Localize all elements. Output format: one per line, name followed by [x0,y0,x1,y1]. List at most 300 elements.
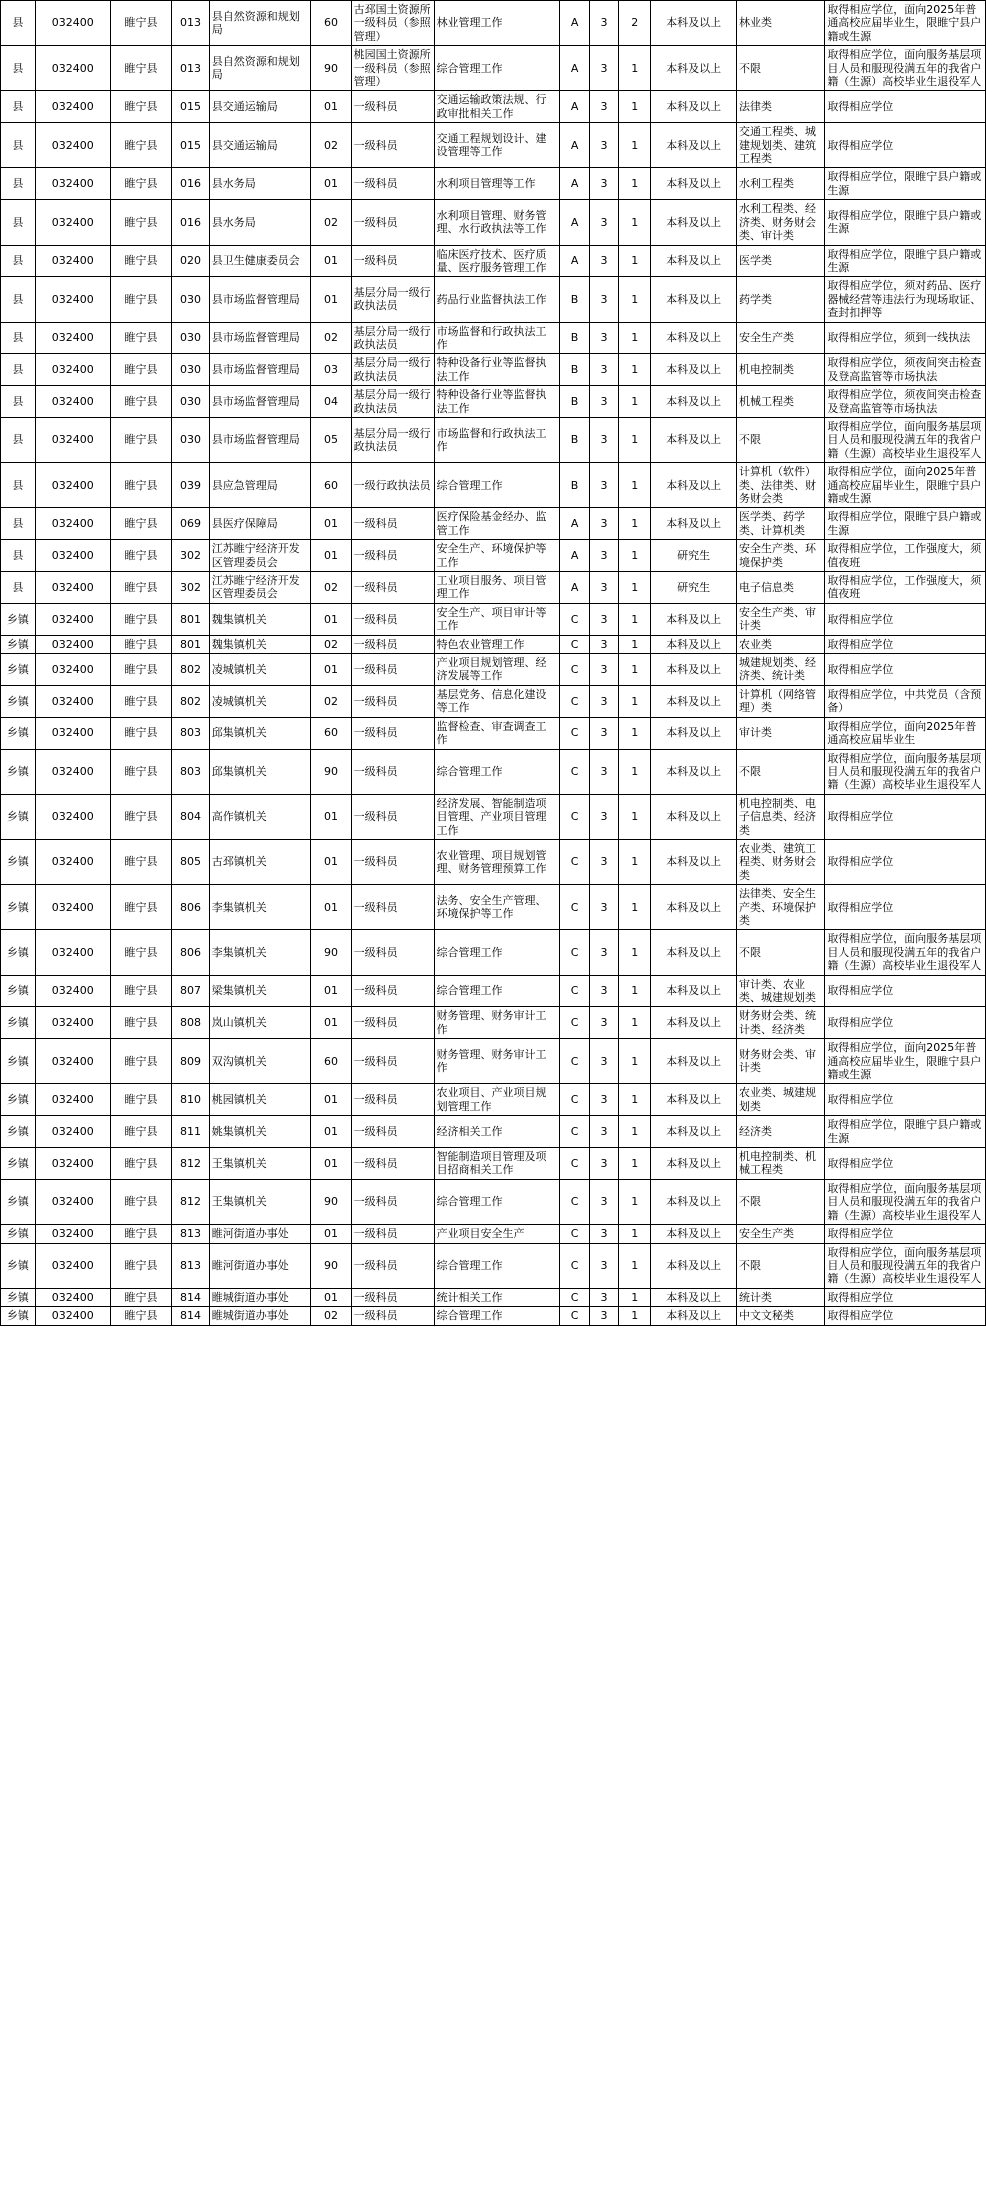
table-row [1,1225,986,1243]
table-cell: 县 [1,572,36,604]
table-cell: 县交通运输局 [209,91,311,123]
table-cell: 069 [172,508,209,540]
table-cell: 02 [311,200,351,245]
table-cell: 804 [172,794,209,839]
table-cell: 邱集镇机关 [209,749,311,794]
table-cell: 取得相应学位，须夜间突击检查及登高监管等市场执法 [825,386,986,418]
table-cell: 县自然资源和规划局 [209,1,311,46]
table-cell: 803 [172,749,209,794]
table-cell: 032400 [35,794,110,839]
table-cell: 032400 [35,1288,110,1306]
table-cell: 财务财会类、审计类 [736,1039,824,1084]
table-cell: 研究生 [651,572,737,604]
table-cell: 3 [589,354,618,386]
table-cell: 032400 [35,1116,110,1148]
table-cell: 1 [619,603,651,635]
table-cell: 一级科员 [351,168,434,200]
table-cell: 803 [172,717,209,749]
table-cell: 3 [589,603,618,635]
table-cell: 乡镇 [1,603,36,635]
table-cell: 1 [619,1225,651,1243]
table-cell: 02 [311,322,351,354]
table-cell: 032400 [35,685,110,717]
table-cell: 睢宁县 [110,1116,172,1148]
table-cell: 04 [311,386,351,418]
table-cell: 睢宁县 [110,1,172,46]
table-cell: 取得相应学位 [825,975,986,1007]
table-cell: 1 [619,1007,651,1039]
table-cell: C [560,1007,589,1039]
table-cell: 01 [311,245,351,277]
table-cell: A [560,572,589,604]
table-cell: 1 [619,717,651,749]
table-cell: 县卫生健康委员会 [209,245,311,277]
table-cell: 县市场监督管理局 [209,277,311,322]
table-cell: 016 [172,168,209,200]
table-cell: 02 [311,685,351,717]
table-cell: 取得相应学位 [825,839,986,884]
table-cell: 姚集镇机关 [209,1116,311,1148]
table-cell: 安全生产类 [736,1225,824,1243]
table-cell: 01 [311,975,351,1007]
table-cell: 睢宁县 [110,975,172,1007]
table-cell: A [560,168,589,200]
table-cell: 综合管理工作 [434,749,560,794]
table-cell: 取得相应学位 [825,603,986,635]
table-cell: 1 [619,1288,651,1306]
table-cell: 双沟镇机关 [209,1039,311,1084]
table-cell: 1 [619,635,651,653]
table-cell: 林业类 [736,1,824,46]
table-cell: 032400 [35,123,110,168]
table-cell: 睢宁县 [110,603,172,635]
table-row [1,1243,986,1288]
table-cell: 取得相应学位 [825,1225,986,1243]
table-cell: 一级科员 [351,245,434,277]
table-cell: 取得相应学位 [825,635,986,653]
table-cell: 取得相应学位，面向服务基层项目人员和服现役满五年的我省户籍（生源）高校毕业生退役军人 [825,46,986,91]
table-cell: 本科及以上 [651,1116,737,1148]
table-cell: 乡镇 [1,1039,36,1084]
table-cell: 乡镇 [1,1307,36,1325]
table-cell: 3 [589,168,618,200]
table-cell: 一级科员 [351,1148,434,1180]
table-cell: A [560,91,589,123]
table-cell: A [560,46,589,91]
table-cell: 睢宁县 [110,1243,172,1288]
table-cell: 综合管理工作 [434,975,560,1007]
table-cell: 睢宁县 [110,1179,172,1224]
table-cell: C [560,749,589,794]
table-row [1,685,986,717]
table-cell: 法律类 [736,91,824,123]
table-cell: 802 [172,685,209,717]
table-cell: C [560,635,589,653]
table-cell: 一级科员 [351,572,434,604]
table-cell: 法务、安全生产管理、环境保护等工作 [434,885,560,930]
table-cell: 3 [589,508,618,540]
table-cell: 1 [619,749,651,794]
table-cell: 本科及以上 [651,123,737,168]
table-cell: 1 [619,794,651,839]
table-cell: 睢宁县 [110,572,172,604]
table-cell: 一级科员 [351,200,434,245]
table-cell: 县自然资源和规划局 [209,46,311,91]
table-cell: 一级科员 [351,717,434,749]
table-cell: 乡镇 [1,1179,36,1224]
table-row [1,654,986,686]
table-cell: 039 [172,463,209,508]
table-cell: 本科及以上 [651,885,737,930]
table-cell: 安全生产、环境保护等工作 [434,540,560,572]
table-cell: 032400 [35,168,110,200]
table-row [1,123,986,168]
table-cell: 基层分局一级行政执法员 [351,354,434,386]
table-cell: 01 [311,839,351,884]
table-cell: 乡镇 [1,1148,36,1180]
table-cell: C [560,717,589,749]
table-cell: 水利项目管理、财务管理、水行政执法等工作 [434,200,560,245]
table-cell: 取得相应学位 [825,654,986,686]
table-cell: 县水务局 [209,200,311,245]
table-cell: 产业项目安全生产 [434,1225,560,1243]
table-cell: 一级科员 [351,1243,434,1288]
table-cell: 统计类 [736,1288,824,1306]
table-cell: 睢宁县 [110,685,172,717]
table-cell: 中文文秘类 [736,1307,824,1325]
table-cell: 取得相应学位 [825,885,986,930]
table-cell: 睢宁县 [110,168,172,200]
table-cell: 030 [172,386,209,418]
table-cell: 县水务局 [209,168,311,200]
table-cell: 城建规划类、经济类、统计类 [736,654,824,686]
table-cell: 805 [172,839,209,884]
table-row [1,354,986,386]
table-cell: A [560,123,589,168]
table-row [1,1039,986,1084]
table-cell: 1 [619,1148,651,1180]
table-cell: 县 [1,123,36,168]
table-cell: 032400 [35,635,110,653]
table-cell: 一级科员 [351,91,434,123]
table-cell: 1 [619,417,651,462]
table-cell: 凌城镇机关 [209,685,311,717]
table-cell: B [560,386,589,418]
table-cell: 邱集镇机关 [209,717,311,749]
table-body [1,1,986,1326]
table-cell: 综合管理工作 [434,1243,560,1288]
table-cell: 一级科员 [351,1307,434,1325]
table-cell: 030 [172,322,209,354]
table-cell: 财务财会类、统计类、经济类 [736,1007,824,1039]
table-cell: 取得相应学位，面向服务基层项目人员和服现役满五年的我省户籍（生源）高校毕业生退役军人 [825,1243,986,1288]
table-cell: 取得相应学位，面向服务基层项目人员和服现役满五年的我省户籍（生源）高校毕业生退役军人 [825,749,986,794]
table-cell: 一级行政执法员 [351,463,434,508]
table-cell: 3 [589,1148,618,1180]
table-cell: 县 [1,200,36,245]
table-row [1,322,986,354]
table-cell: 本科及以上 [651,1307,737,1325]
table-cell: 本科及以上 [651,1179,737,1224]
table-cell: 032400 [35,654,110,686]
table-cell: 一级科员 [351,1225,434,1243]
table-cell: 工业项目服务、项目管理工作 [434,572,560,604]
table-cell: 桃园镇机关 [209,1084,311,1116]
table-cell: 魏集镇机关 [209,603,311,635]
table-cell: 3 [589,1307,618,1325]
table-cell: 法律类、安全生产类、环境保护类 [736,885,824,930]
table-cell: 睢宁县 [110,749,172,794]
table-cell: 古邳国土资源所一级科员（参照管理） [351,1,434,46]
table-cell: 取得相应学位，限睢宁县户籍或生源 [825,508,986,540]
table-cell: 806 [172,930,209,975]
table-cell: 02 [311,572,351,604]
table-cell: 医学类、药学类、计算机类 [736,508,824,540]
table-row [1,794,986,839]
table-cell: 农业类、建筑工程类、财务财会类 [736,839,824,884]
table-cell: 3 [589,885,618,930]
table-cell: 取得相应学位 [825,1084,986,1116]
table-cell: 县 [1,386,36,418]
table-cell: 不限 [736,1179,824,1224]
table-cell: 审计类 [736,717,824,749]
table-cell: 县市场监督管理局 [209,417,311,462]
table-cell: 乡镇 [1,717,36,749]
table-cell: B [560,463,589,508]
table-cell: 一级科员 [351,1288,434,1306]
table-cell: 本科及以上 [651,654,737,686]
table-cell: 3 [589,1039,618,1084]
table-cell: C [560,603,589,635]
table-cell: 魏集镇机关 [209,635,311,653]
table-cell: 睢宁县 [110,463,172,508]
table-cell: 取得相应学位，面向服务基层项目人员和服现役满五年的我省户籍（生源）高校毕业生退役军人 [825,417,986,462]
table-cell: 01 [311,1148,351,1180]
table-cell: 01 [311,1225,351,1243]
table-cell: 机电控制类、机械工程类 [736,1148,824,1180]
table-cell: 取得相应学位 [825,91,986,123]
table-cell: 3 [589,975,618,1007]
table-cell: 睢宁县 [110,123,172,168]
table-cell: 审计类、农业类、城建规划类 [736,975,824,1007]
table-cell: 本科及以上 [651,975,737,1007]
table-cell: 财务管理、财务审计工作 [434,1007,560,1039]
table-cell: 3 [589,572,618,604]
table-cell: 睢宁县 [110,1084,172,1116]
table-cell: 取得相应学位，须夜间突击检查及登高监管等市场执法 [825,354,986,386]
table-cell: 本科及以上 [651,603,737,635]
table-cell: 本科及以上 [651,245,737,277]
table-row [1,930,986,975]
table-cell: 县应急管理局 [209,463,311,508]
table-cell: 032400 [35,1084,110,1116]
table-cell: 3 [589,717,618,749]
table-cell: 3 [589,1288,618,1306]
table-cell: 睢宁县 [110,322,172,354]
table-row [1,603,986,635]
table-cell: 806 [172,885,209,930]
table-cell: 县 [1,277,36,322]
table-cell: 本科及以上 [651,200,737,245]
table-cell: 814 [172,1307,209,1325]
table-row [1,463,986,508]
table-cell: 032400 [35,975,110,1007]
table-cell: 1 [619,322,651,354]
table-cell: 032400 [35,46,110,91]
table-cell: 1 [619,572,651,604]
table-row [1,46,986,91]
table-cell: 一级科员 [351,123,434,168]
table-cell: 032400 [35,354,110,386]
table-cell: 本科及以上 [651,839,737,884]
table-cell: 02 [311,635,351,653]
table-cell: A [560,245,589,277]
table-cell: 1 [619,200,651,245]
table-cell: 睢宁县 [110,717,172,749]
table-cell: 取得相应学位，面向2025年普通高校应届毕业生，限睢宁县户籍或生源 [825,463,986,508]
table-cell: 3 [589,1225,618,1243]
table-cell: C [560,654,589,686]
table-cell: 032400 [35,930,110,975]
table-cell: 取得相应学位，中共党员（含预备） [825,685,986,717]
table-row [1,168,986,200]
table-cell: 05 [311,417,351,462]
table-cell: 1 [619,277,651,322]
table-cell: 综合管理工作 [434,930,560,975]
table-cell: 药学类 [736,277,824,322]
table-cell: 取得相应学位 [825,794,986,839]
table-cell: 睢宁县 [110,1307,172,1325]
table-cell: 县 [1,463,36,508]
table-cell: B [560,322,589,354]
table-cell: 县 [1,168,36,200]
table-cell: 01 [311,277,351,322]
table-cell: 一级科员 [351,603,434,635]
table-cell: 3 [589,1007,618,1039]
table-cell: 本科及以上 [651,386,737,418]
table-cell: 取得相应学位，工作强度大，须值夜班 [825,572,986,604]
table-cell: 本科及以上 [651,717,737,749]
table-cell: 交通工程规划设计、建设管理等工作 [434,123,560,168]
table-cell: 一级科员 [351,685,434,717]
table-cell: 市场监督和行政执法工作 [434,417,560,462]
table-cell: 01 [311,540,351,572]
table-cell: 睢宁县 [110,386,172,418]
table-cell: 一级科员 [351,839,434,884]
table-cell: 睢宁县 [110,654,172,686]
table-cell: 医疗保险基金经办、监管工作 [434,508,560,540]
table-row [1,386,986,418]
table-cell: 一级科员 [351,1084,434,1116]
table-cell: 睢宁县 [110,1148,172,1180]
table-cell: 乡镇 [1,1225,36,1243]
table-cell: 睢宁县 [110,1039,172,1084]
table-cell: 取得相应学位 [825,1307,986,1325]
table-cell: 基层分局一级行政执法员 [351,277,434,322]
table-cell: 取得相应学位 [825,1007,986,1039]
table-cell: 综合管理工作 [434,1307,560,1325]
table-cell: 基层党务、信息化建设等工作 [434,685,560,717]
table-cell: 县市场监督管理局 [209,386,311,418]
table-cell: 1 [619,1179,651,1224]
table-cell: 3 [589,839,618,884]
table-cell: 本科及以上 [651,277,737,322]
table-cell: 3 [589,1243,618,1288]
table-cell: 桃园国土资源所一级科员（参照管理） [351,46,434,91]
table-cell: 032400 [35,200,110,245]
table-cell: 县 [1,91,36,123]
table-row [1,885,986,930]
table-cell: 不限 [736,930,824,975]
table-cell: 乡镇 [1,930,36,975]
table-cell: 01 [311,603,351,635]
table-cell: 农业管理、项目规划管理、财务管理预算工作 [434,839,560,884]
table-cell: 1 [619,1039,651,1084]
table-cell: 本科及以上 [651,322,737,354]
table-cell: 机电控制类 [736,354,824,386]
table-cell: 乡镇 [1,1243,36,1288]
table-cell: 01 [311,508,351,540]
table-cell: 3 [589,463,618,508]
table-row [1,839,986,884]
table-cell: 乡镇 [1,1116,36,1148]
table-cell: 90 [311,930,351,975]
table-cell: 本科及以上 [651,794,737,839]
table-row [1,1307,986,1325]
table-cell: 3 [589,635,618,653]
table-cell: 015 [172,91,209,123]
table-cell: 取得相应学位，面向2025年普通高校应届毕业生，限睢宁县户籍或生源 [825,1039,986,1084]
table-cell: 睢河街道办事处 [209,1243,311,1288]
table-cell: 基层分局一级行政执法员 [351,322,434,354]
table-cell: C [560,930,589,975]
table-cell: A [560,508,589,540]
table-cell: 安全生产类、审计类 [736,603,824,635]
table-cell: 3 [589,417,618,462]
table-row [1,540,986,572]
table-row [1,508,986,540]
table-cell: 032400 [35,245,110,277]
table-cell: 县 [1,245,36,277]
table-cell: 计算机（软件）类、法律类、财务财会类 [736,463,824,508]
table-cell: 安全生产类 [736,322,824,354]
table-cell: 032400 [35,885,110,930]
table-cell: 032400 [35,463,110,508]
table-row [1,572,986,604]
table-cell: 015 [172,123,209,168]
table-cell: 016 [172,200,209,245]
table-cell: B [560,417,589,462]
table-row [1,277,986,322]
table-cell: 01 [311,1084,351,1116]
table-cell: 取得相应学位，限睢宁县户籍或生源 [825,168,986,200]
table-cell: 1 [619,685,651,717]
table-cell: 本科及以上 [651,91,737,123]
table-cell: C [560,1039,589,1084]
table-cell: 县 [1,1,36,46]
table-cell: 机电控制类、电子信息类、经济类 [736,794,824,839]
table-row [1,749,986,794]
table-cell: 县医疗保障局 [209,508,311,540]
table-cell: 01 [311,168,351,200]
table-cell: 811 [172,1116,209,1148]
table-cell: 030 [172,417,209,462]
table-cell: B [560,354,589,386]
table-cell: 综合管理工作 [434,463,560,508]
table-cell: 乡镇 [1,1288,36,1306]
table-cell: 302 [172,572,209,604]
table-cell: 县市场监督管理局 [209,354,311,386]
